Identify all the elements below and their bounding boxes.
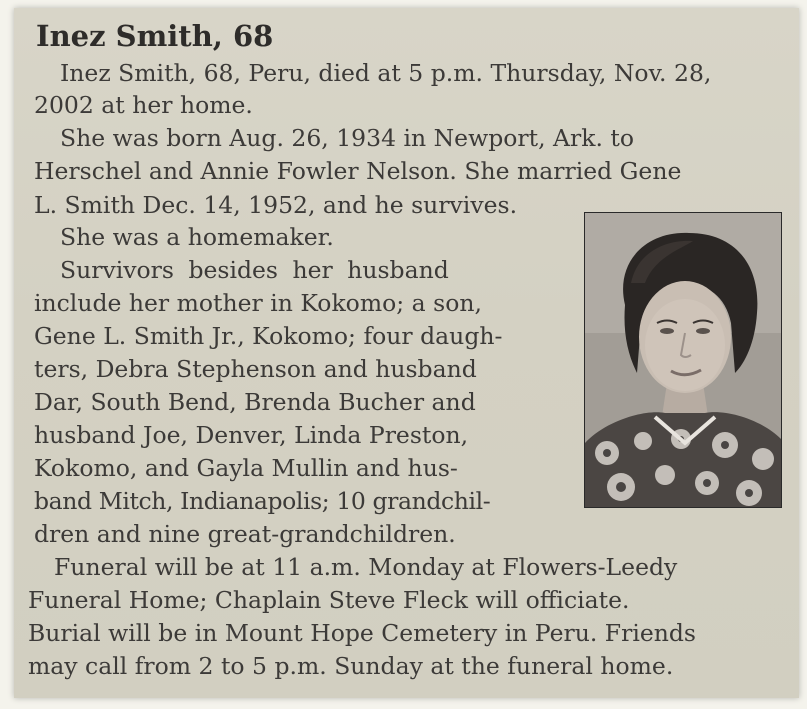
obituary-text-line: may call from 2 to 5 p.m. Sunday at the funeral home. (28, 652, 674, 680)
obituary-clipping (14, 8, 799, 698)
obituary-text-line: 2002 at her home. (34, 91, 253, 119)
obituary-text-line: ters, Debra Stephenson and husband (34, 355, 477, 383)
obituary-text-line: dren and nine great-grandchildren. (34, 520, 456, 548)
obituary-text-line: Inez Smith, 68, Peru, died at 5 p.m. Thursday, Nov. 28, (60, 59, 712, 87)
obituary-text-line: L. Smith Dec. 14, 1952, and he survives. (34, 191, 518, 219)
obituary-text-line: Gene L. Smith Jr., Kokomo; four daugh- (34, 322, 503, 350)
portrait-photo (584, 212, 782, 508)
obituary-text-line: Dar, South Bend, Brenda Bucher and (34, 388, 476, 416)
obituary-text-line: Survivors besides her husband (60, 256, 449, 284)
obituary-headline: Inez Smith, 68 (36, 19, 274, 53)
portrait-illustration (585, 213, 781, 507)
obituary-text-line: Funeral will be at 11 a.m. Monday at Flowers-Leedy (54, 553, 678, 581)
obituary-text-line: Funeral Home; Chaplain Steve Fleck will officiate. (28, 586, 630, 614)
obituary-text-line: include her mother in Kokomo; a son, (34, 289, 482, 317)
obituary-text-line: band Mitch, Indianapolis; 10 grandchil- (34, 487, 491, 515)
obituary-text-line: husband Joe, Denver, Linda Preston, (34, 421, 469, 449)
obituary-text-line: Herschel and Annie Fowler Nelson. She married Gene (34, 157, 682, 185)
obituary-text-line: She was born Aug. 26, 1934 in Newport, Ark. to (60, 124, 634, 152)
obituary-text-line: Burial will be in Mount Hope Cemetery in Peru. Friends (28, 619, 696, 647)
obituary-text-line: Kokomo, and Gayla Mullin and hus- (34, 454, 458, 482)
obituary-text-line: She was a homemaker. (60, 223, 334, 251)
